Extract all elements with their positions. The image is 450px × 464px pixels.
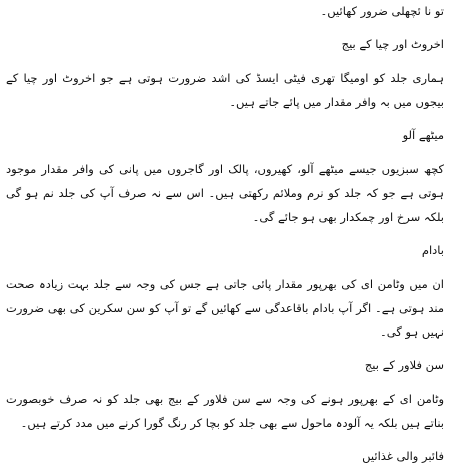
section-heading-sweet-potato: میٹھے آلو	[402, 128, 444, 142]
paragraph-almonds: ان میں وٹامن ای کی بھرپور مقدار پائی جاتی ہے جس کی وجہ سے جلد بہت زیادہ صحت مند ہوتی ہے۔ اگر آپ بادام باقاعدگی سے کھائیں گے تو آپ کو سن سکرین کی بھی ضرورت نہیں ہو گی۔	[6, 277, 444, 339]
section-heading-fiber-foods: فائبر والی غذائیں	[362, 449, 444, 463]
intro-line: تو نا ئچھلی ضرور کھائیں۔	[320, 4, 444, 18]
section-heading-almonds: بادام	[421, 243, 444, 257]
section-heading-walnuts-chia: اخروٹ اور چیا کے بیج	[341, 37, 444, 51]
paragraph-walnuts-chia: ہماری جلد کو اومیگا تھری فیٹی ایسڈ کی اشد ضرورت ہوتی ہے جو اخروٹ اور چیا کے بیجوں میں بہ وافر مقدار میں پائے جاتے ہیں۔	[6, 71, 444, 109]
section-heading-sunflower-seeds: سن فلاور کے بیج	[364, 358, 444, 372]
paragraph-sweet-potato: کچھ سبزیوں جیسے میٹھے آلو، کھیروں، پالک اور گاجروں میں پانی کی وافر مقدار موجود ہوتی ہے جو کہ جلد کو نرم وملائم رکھتی ہیں۔ اس سے نہ صرف آپ کی جلد نم ہو گی بلکہ سرخ اور چمکدار بھی ہو جائے گی۔	[6, 162, 444, 224]
paragraph-sunflower-seeds: وٹامن ای کے بھرپور ہونے کی وجہ سے سن فلاور کے بیج بھی جلد کو نہ صرف خوبصورت بناتے ہیں بلکہ یہ آلودہ ماحول سے بھی جلد کو بچا کر رنگ گورا کرنے میں مدد کرتے ہیں۔	[6, 392, 444, 430]
